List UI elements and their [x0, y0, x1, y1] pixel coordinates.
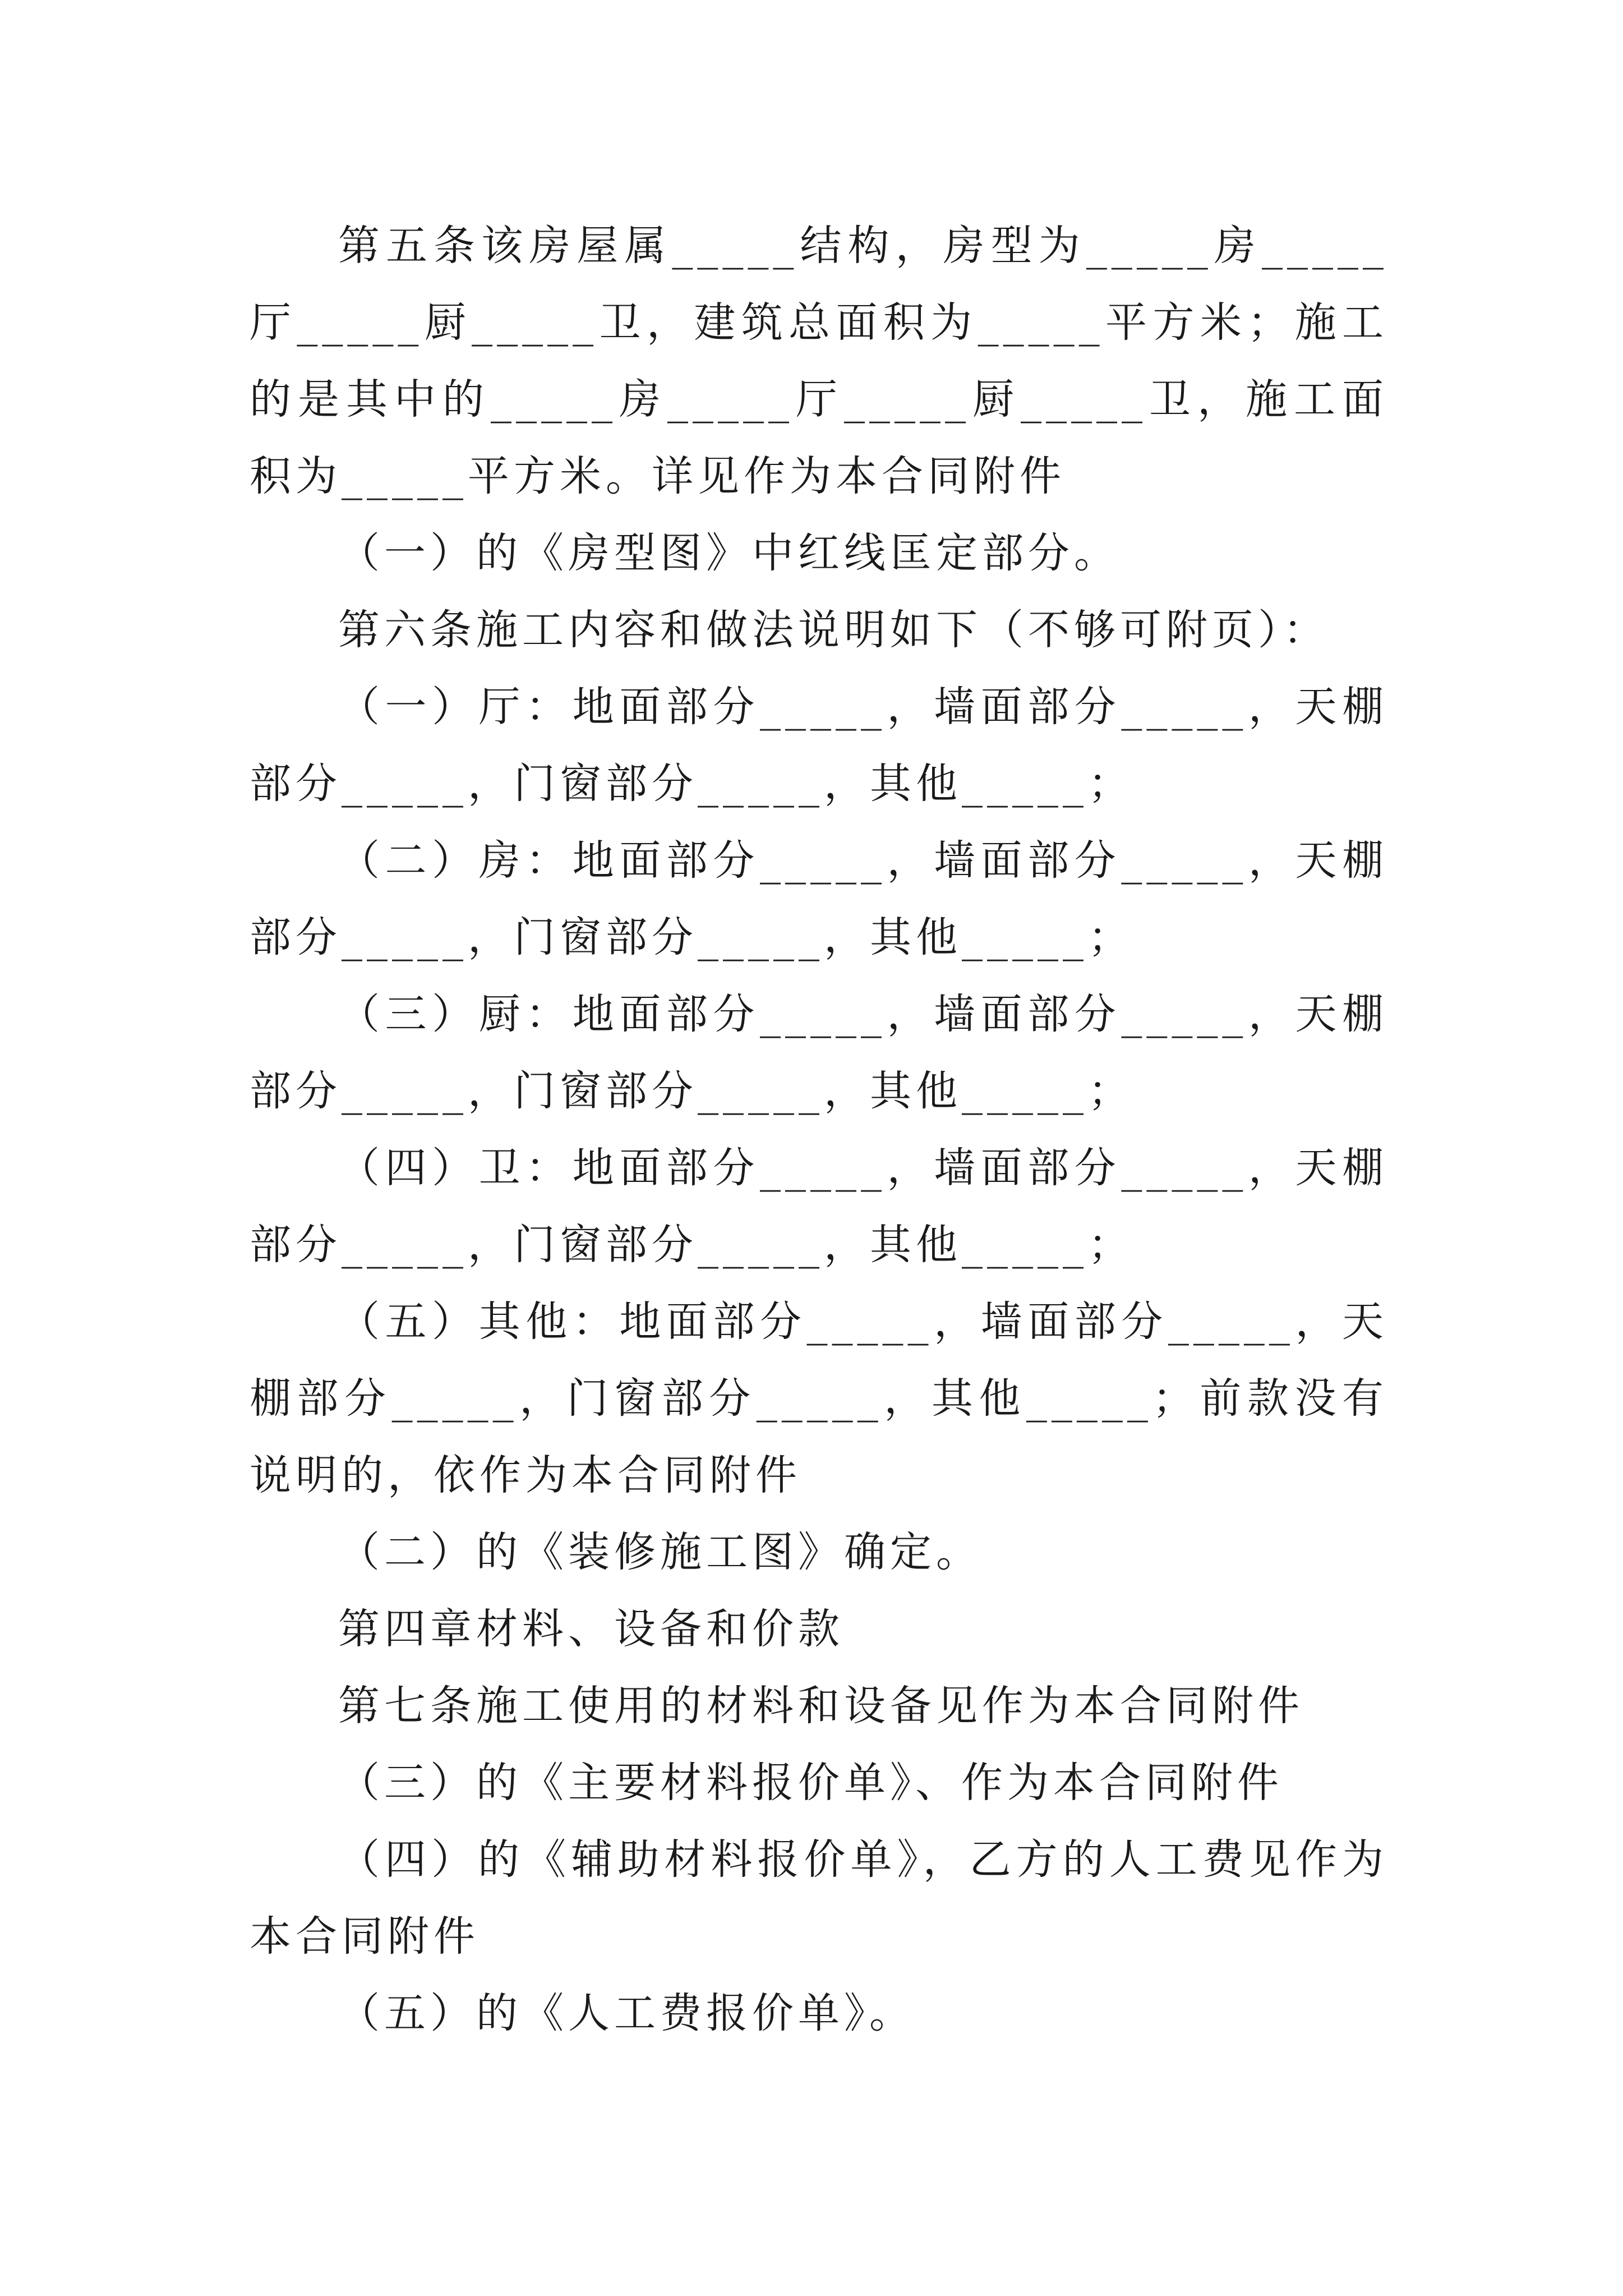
paragraph-article-7: 第七条施工使用的材料和设备见作为本合同附件	[338, 1682, 1304, 1730]
paragraph-room: （二）房：地面部分_____，墙面部分_____，天棚部分_____，门窗部分_____，其他_____；	[250, 836, 1388, 961]
paragraph-hall: （一）厅：地面部分_____，墙面部分_____，天棚部分_____，门窗部分_____，其他_____；	[250, 683, 1388, 808]
paragraph-appendix-1: （一）的《房型图》中红线匡定部分。	[338, 529, 1120, 577]
paragraph-appendix-3: （三）的《主要材料报价单》、作为本合同附件	[338, 1759, 1283, 1807]
paragraph-appendix-4: （四）的《辅助材料报价单》，乙方的人工费见作为本合同附件	[250, 1835, 1388, 1961]
paragraph-article-6: 第六条施工内容和做法说明如下（不够可附页）：	[338, 606, 1329, 654]
document-page	[250, 208, 1388, 2052]
paragraph-appendix-5: （五）的《人工费报价单》。	[338, 1989, 915, 2037]
paragraph-appendix-2: （二）的《装修施工图》确定。	[338, 1528, 982, 1576]
chapter-heading-4: 第四章材料、设备和价款	[338, 1605, 844, 1653]
paragraph-other: （五）其他：地面部分_____，墙面部分_____，天棚部分_____，门窗部分_____，其他_____；前款没有说明的，依作为本合同附件	[250, 1297, 1388, 1499]
paragraph-kitchen: （三）厨：地面部分_____，墙面部分_____，天棚部分_____，门窗部分_____，其他_____；	[250, 990, 1388, 1115]
paragraph-article-5: 第五条该房屋属_____结构，房型为_____房_____厅_____厨_____卫，建筑总面积为_____平方米；施工的是其中的_____房_____厅_____厨_____卫，施工面积为_____平方米。详见作为本合同附件	[250, 222, 1388, 500]
paragraph-bathroom: （四）卫：地面部分_____，墙面部分_____，天棚部分_____，门窗部分_____，其他_____；	[250, 1144, 1388, 1269]
